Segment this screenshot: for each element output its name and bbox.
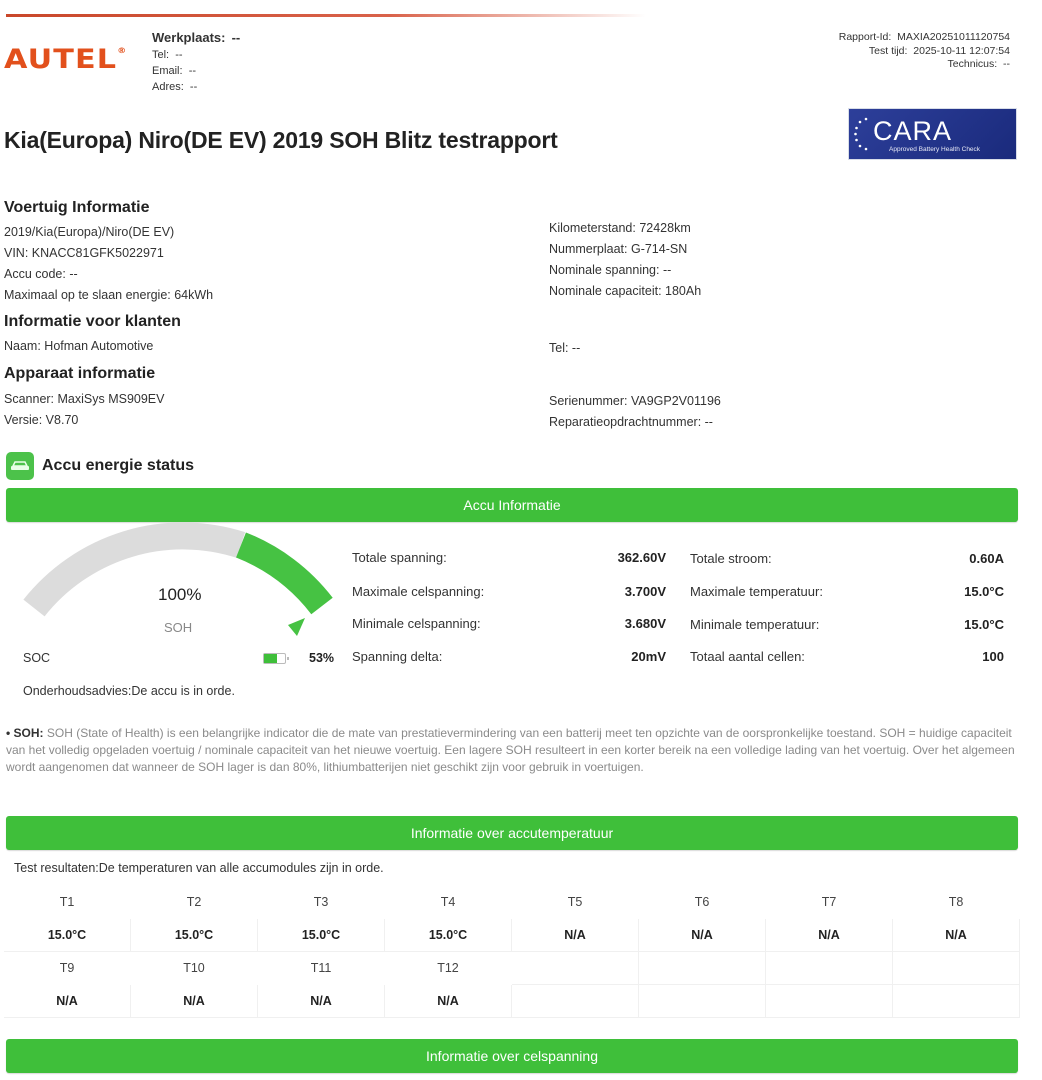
soh-explanation: • SOH: SOH (State of Health) is een belangrijke indicator die de mate van prestatievermindering van een batterij meet ten opzichte van de oorspronkelijke toestand. SOH = huidige capaciteit van het volledig opgeladen voertuig / nominale capaciteit van het nieuwe voertuig. Een lagere SOH resulteert in een korter bereik na een volledige lading van het voertuig. Over het algemeen wordt aangenomen dat wanneer de SOH lager is dan 80%, lithiumbatterijen niet geschikt zijn voor gebruik in voertuigen. — [6, 726, 1015, 774]
soh-value: 100% — [158, 585, 202, 604]
report-meta: Rapport-Id: MAXIA20251011120754 Test tijd: 2025-10-11 12:07:54 Technicus: -- — [838, 31, 1010, 70]
sensor-value: N/A — [385, 985, 512, 1018]
sensor-value: 15.0°C — [4, 919, 131, 952]
sensor-label: T12 — [437, 961, 459, 975]
gauge-pointer-icon — [288, 618, 305, 636]
soh-label: SOH — [164, 620, 193, 635]
temperature-grid — [4, 886, 1020, 1018]
report-id: MAXIA20251011120754 — [897, 31, 1010, 43]
sensor-value: N/A — [131, 985, 258, 1018]
device-details-right: Serienummer: VA9GP2V01196 Reparatieopdrachtnummer: -- — [549, 394, 721, 429]
stat-max-cell-voltage: Maximale celspanning: 3.700V — [352, 584, 666, 599]
sensor-label: T5 — [567, 895, 583, 909]
sensor-value: N/A — [766, 919, 893, 952]
sensor-label: T8 — [948, 895, 964, 909]
sensor-value: N/A — [639, 919, 766, 952]
maintenance-advice: Onderhoudsadvies:De accu is in orde. — [23, 684, 235, 698]
device-details-left: Scanner: MaxiSys MS909EV Versie: V8.70 — [4, 392, 165, 427]
sensor-value: N/A — [4, 985, 131, 1018]
stat-min-temperature: Minimale temperatuur: 15.0°C — [690, 617, 1004, 632]
sensor-label: T1 — [59, 895, 75, 909]
autel-logo: AUTEL® — [4, 44, 128, 75]
page-title: Kia(Europa) Niro(DE EV) 2019 SOH Blitz testrapport — [4, 127, 558, 153]
vehicle-details-left: 2019/Kia(Europa)/Niro(DE EV) VIN: KNACC81GFK5022971 Accu code: -- Maximaal op te slaan energie: 64kWh — [4, 225, 214, 302]
energy-status-heading: Accu energie status — [42, 457, 195, 474]
cara-badge: CARA Approved Battery Health Check — [848, 108, 1017, 160]
test-time: 2025-10-11 12:07:54 — [913, 44, 1010, 57]
section-bar-battery-info: Accu Informatie — [6, 488, 1018, 522]
stat-total-cells: Totaal aantal cellen: 100 — [690, 649, 1004, 664]
sensor-label: T11 — [310, 961, 332, 975]
stat-min-cell-voltage: Minimale celspanning: 3.680V — [352, 616, 666, 631]
sensor-value: N/A — [258, 985, 385, 1018]
stat-voltage-delta: Spanning delta: 20mV — [352, 649, 666, 664]
section-bar-cell-voltage: Informatie over celspanning — [6, 1039, 1018, 1073]
soc-label: SOC — [23, 651, 51, 665]
sensor-value: 15.0°C — [385, 919, 512, 952]
vehicle-heading: Voertuig Informatie — [4, 199, 150, 216]
customer-tel: Tel: -- — [549, 341, 581, 355]
car-battery-icon — [6, 452, 34, 480]
battery-icon — [263, 653, 289, 664]
vehicle-details-right: Kilometerstand: 72428km Nummerplaat: G-714-SN Nominale spanning: -- Nominale capaciteit: 180Ah — [549, 221, 702, 298]
customer-name: Naam: Hofman Automotive — [4, 339, 154, 353]
device-heading: Apparaat informatie — [4, 365, 156, 382]
sensor-value: N/A — [512, 919, 639, 952]
sensor-value: 15.0°C — [131, 919, 258, 952]
sensor-value: N/A — [893, 919, 1020, 952]
stat-total-voltage: Totale spanning: 362.60V — [352, 550, 666, 565]
soc-value: 53% — [309, 651, 335, 665]
sensor-label: T6 — [694, 895, 710, 909]
sensor-label: T9 — [59, 961, 75, 975]
stat-total-current: Totale stroom: 0.60A — [690, 551, 1004, 566]
sensor-label: T10 — [183, 961, 205, 975]
sensor-value: 15.0°C — [258, 919, 385, 952]
customer-heading: Informatie voor klanten — [4, 313, 181, 330]
temperature-result: Test resultaten:De temperaturen van alle accumodules zijn in orde. — [14, 861, 384, 875]
workshop-info: Werkplaats: -- Tel: -- Email: -- Adres: -- — [152, 30, 241, 93]
stat-max-temperature: Maximale temperatuur: 15.0°C — [690, 584, 1004, 599]
header-divider — [6, 14, 646, 17]
sensor-label: T7 — [821, 895, 837, 909]
sensor-label: T4 — [440, 895, 456, 909]
section-bar-temperature: Informatie over accutemperatuur — [6, 816, 1018, 850]
sensor-label: T3 — [313, 895, 329, 909]
sensor-label: T2 — [186, 895, 202, 909]
